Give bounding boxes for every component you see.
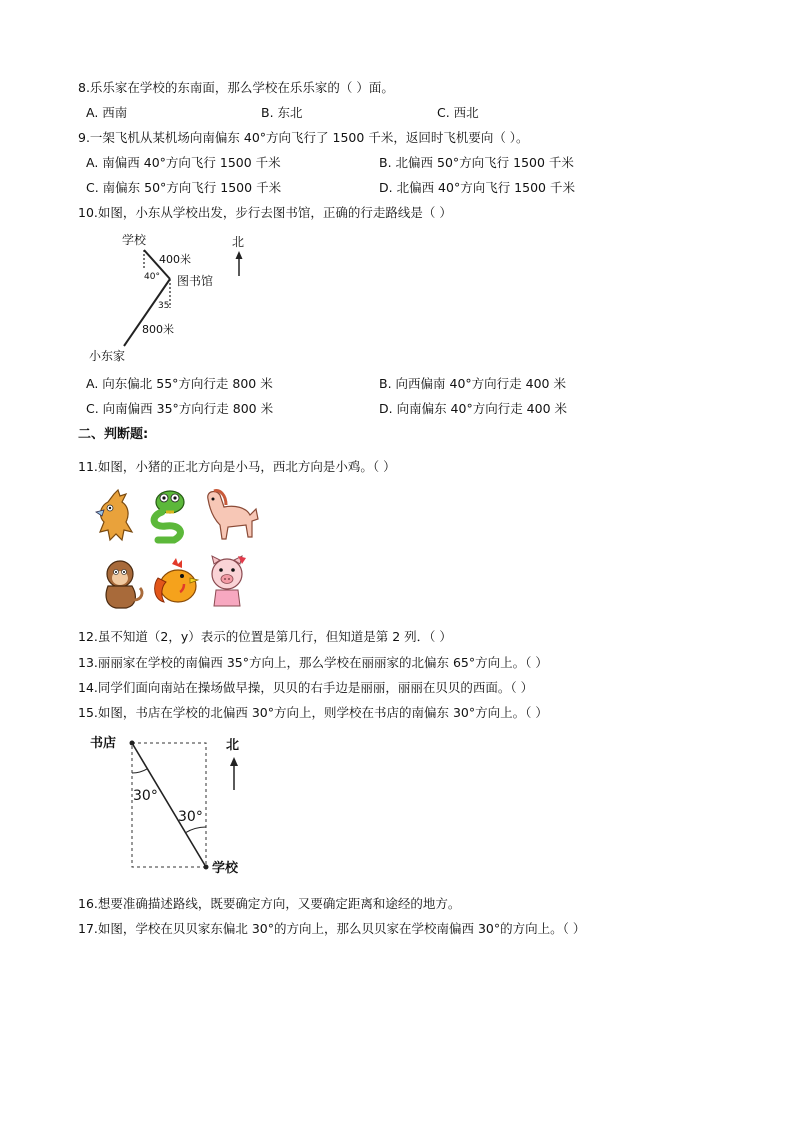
question-10-option-a[interactable]: A. 向东偏北 55°方向行走 800 米 — [86, 376, 273, 391]
question-8-option-a[interactable]: A. 西南 — [86, 105, 128, 120]
figure-angle-top-label: 30° — [133, 788, 158, 804]
pig-icon — [202, 554, 252, 612]
north-arrowhead-icon — [236, 251, 243, 259]
figure-dist-400-label: 400米 — [159, 253, 191, 266]
bookstore-point — [130, 741, 135, 746]
section-judgement-title: 二、判断题: — [78, 427, 149, 442]
figure-angle-35-label: 35 — [158, 301, 170, 311]
angle-arc-top — [132, 769, 148, 773]
monkey-icon — [96, 556, 146, 612]
question-14-stem: 14.同学们面向南站在操场做早操，贝贝的右手边是丽丽，丽丽在贝贝的西面。（ ） — [78, 680, 534, 695]
question-11-stem: 11.如图，小猪的正北方向是小马，西北方向是小鸡。（ ） — [78, 459, 396, 474]
question-13-stem: 13.丽丽家在学校的南偏西 35°方向上，那么学校在丽丽家的北偏东 65°方向上。（ ） — [78, 655, 548, 670]
horse-icon — [198, 487, 260, 545]
question-10-option-d[interactable]: D. 向南偏东 40°方向行走 400 米 — [379, 401, 568, 416]
question-16-stem: 16.想要准确描述路线，既要确定方向，又要确定距离和途经的地方。 — [78, 896, 461, 911]
snake-icon — [144, 486, 194, 544]
question-9-option-d[interactable]: D. 北偏西 40°方向飞行 1500 千米 — [379, 180, 575, 195]
question-9-stem: 9.一架飞机从某机场向南偏东 40°方向飞行了 1500 千米，返回时飞机要向（ ）。 — [78, 130, 529, 145]
question-15-figure — [88, 730, 258, 880]
question-10-stem: 10.如图，小东从学校出发，步行去图书馆，正确的行走路线是（ ） — [78, 205, 452, 220]
figure-school-label: 学校 — [122, 233, 147, 247]
question-8-option-c[interactable]: C. 西北 — [437, 105, 479, 120]
school-point — [204, 865, 209, 870]
figure-school-label: 学校 — [212, 861, 239, 876]
question-10-option-c[interactable]: C. 向南偏西 35°方向行走 800 米 — [86, 401, 274, 416]
diagonal-bookstore-school — [132, 743, 206, 867]
north-arrowhead-icon — [230, 757, 238, 766]
question-10-figure — [84, 230, 254, 370]
figure-north-label: 北 — [226, 738, 240, 753]
angle-arc-bottom — [186, 827, 207, 833]
figure-north-label: 北 — [232, 235, 245, 249]
figure-angle-bottom-label: 30° — [178, 809, 203, 825]
question-9-option-a[interactable]: A. 南偏西 40°方向飞行 1500 千米 — [86, 155, 281, 170]
figure-dist-800-label: 800米 — [142, 323, 174, 336]
figure-library-label: 图书馆 — [177, 274, 214, 288]
question-9-option-c[interactable]: C. 南偏东 50°方向飞行 1500 千米 — [86, 180, 282, 195]
question-9-option-b[interactable]: B. 北偏西 50°方向飞行 1500 千米 — [379, 155, 574, 170]
question-17-stem: 17.如图，学校在贝贝家东偏北 30°的方向上，那么贝贝家在学校南偏西 30°的方向上。（ ） — [78, 921, 586, 936]
dragon-icon — [88, 488, 140, 544]
figure-home-label: 小东家 — [89, 349, 126, 363]
rooster-icon — [150, 556, 202, 610]
figure-bookstore-label: 书店 — [90, 736, 117, 751]
question-8-stem: 8.乐乐家在学校的东南面，那么学校在乐乐家的（ ）面。 — [78, 80, 394, 95]
question-15-stem: 15.如图，书店在学校的北偏西 30°方向上，则学校在书店的南偏东 30°方向上。（ ） — [78, 705, 548, 720]
question-10-option-b[interactable]: B. 向西偏南 40°方向行走 400 米 — [379, 376, 566, 391]
question-8-option-b[interactable]: B. 东北 — [261, 105, 303, 120]
question-12-stem: 12.虽不知道（2，y）表示的位置是第几行，但知道是第 2 列．（ ） — [78, 629, 452, 644]
figure-angle-40-label: 40° — [144, 272, 160, 282]
